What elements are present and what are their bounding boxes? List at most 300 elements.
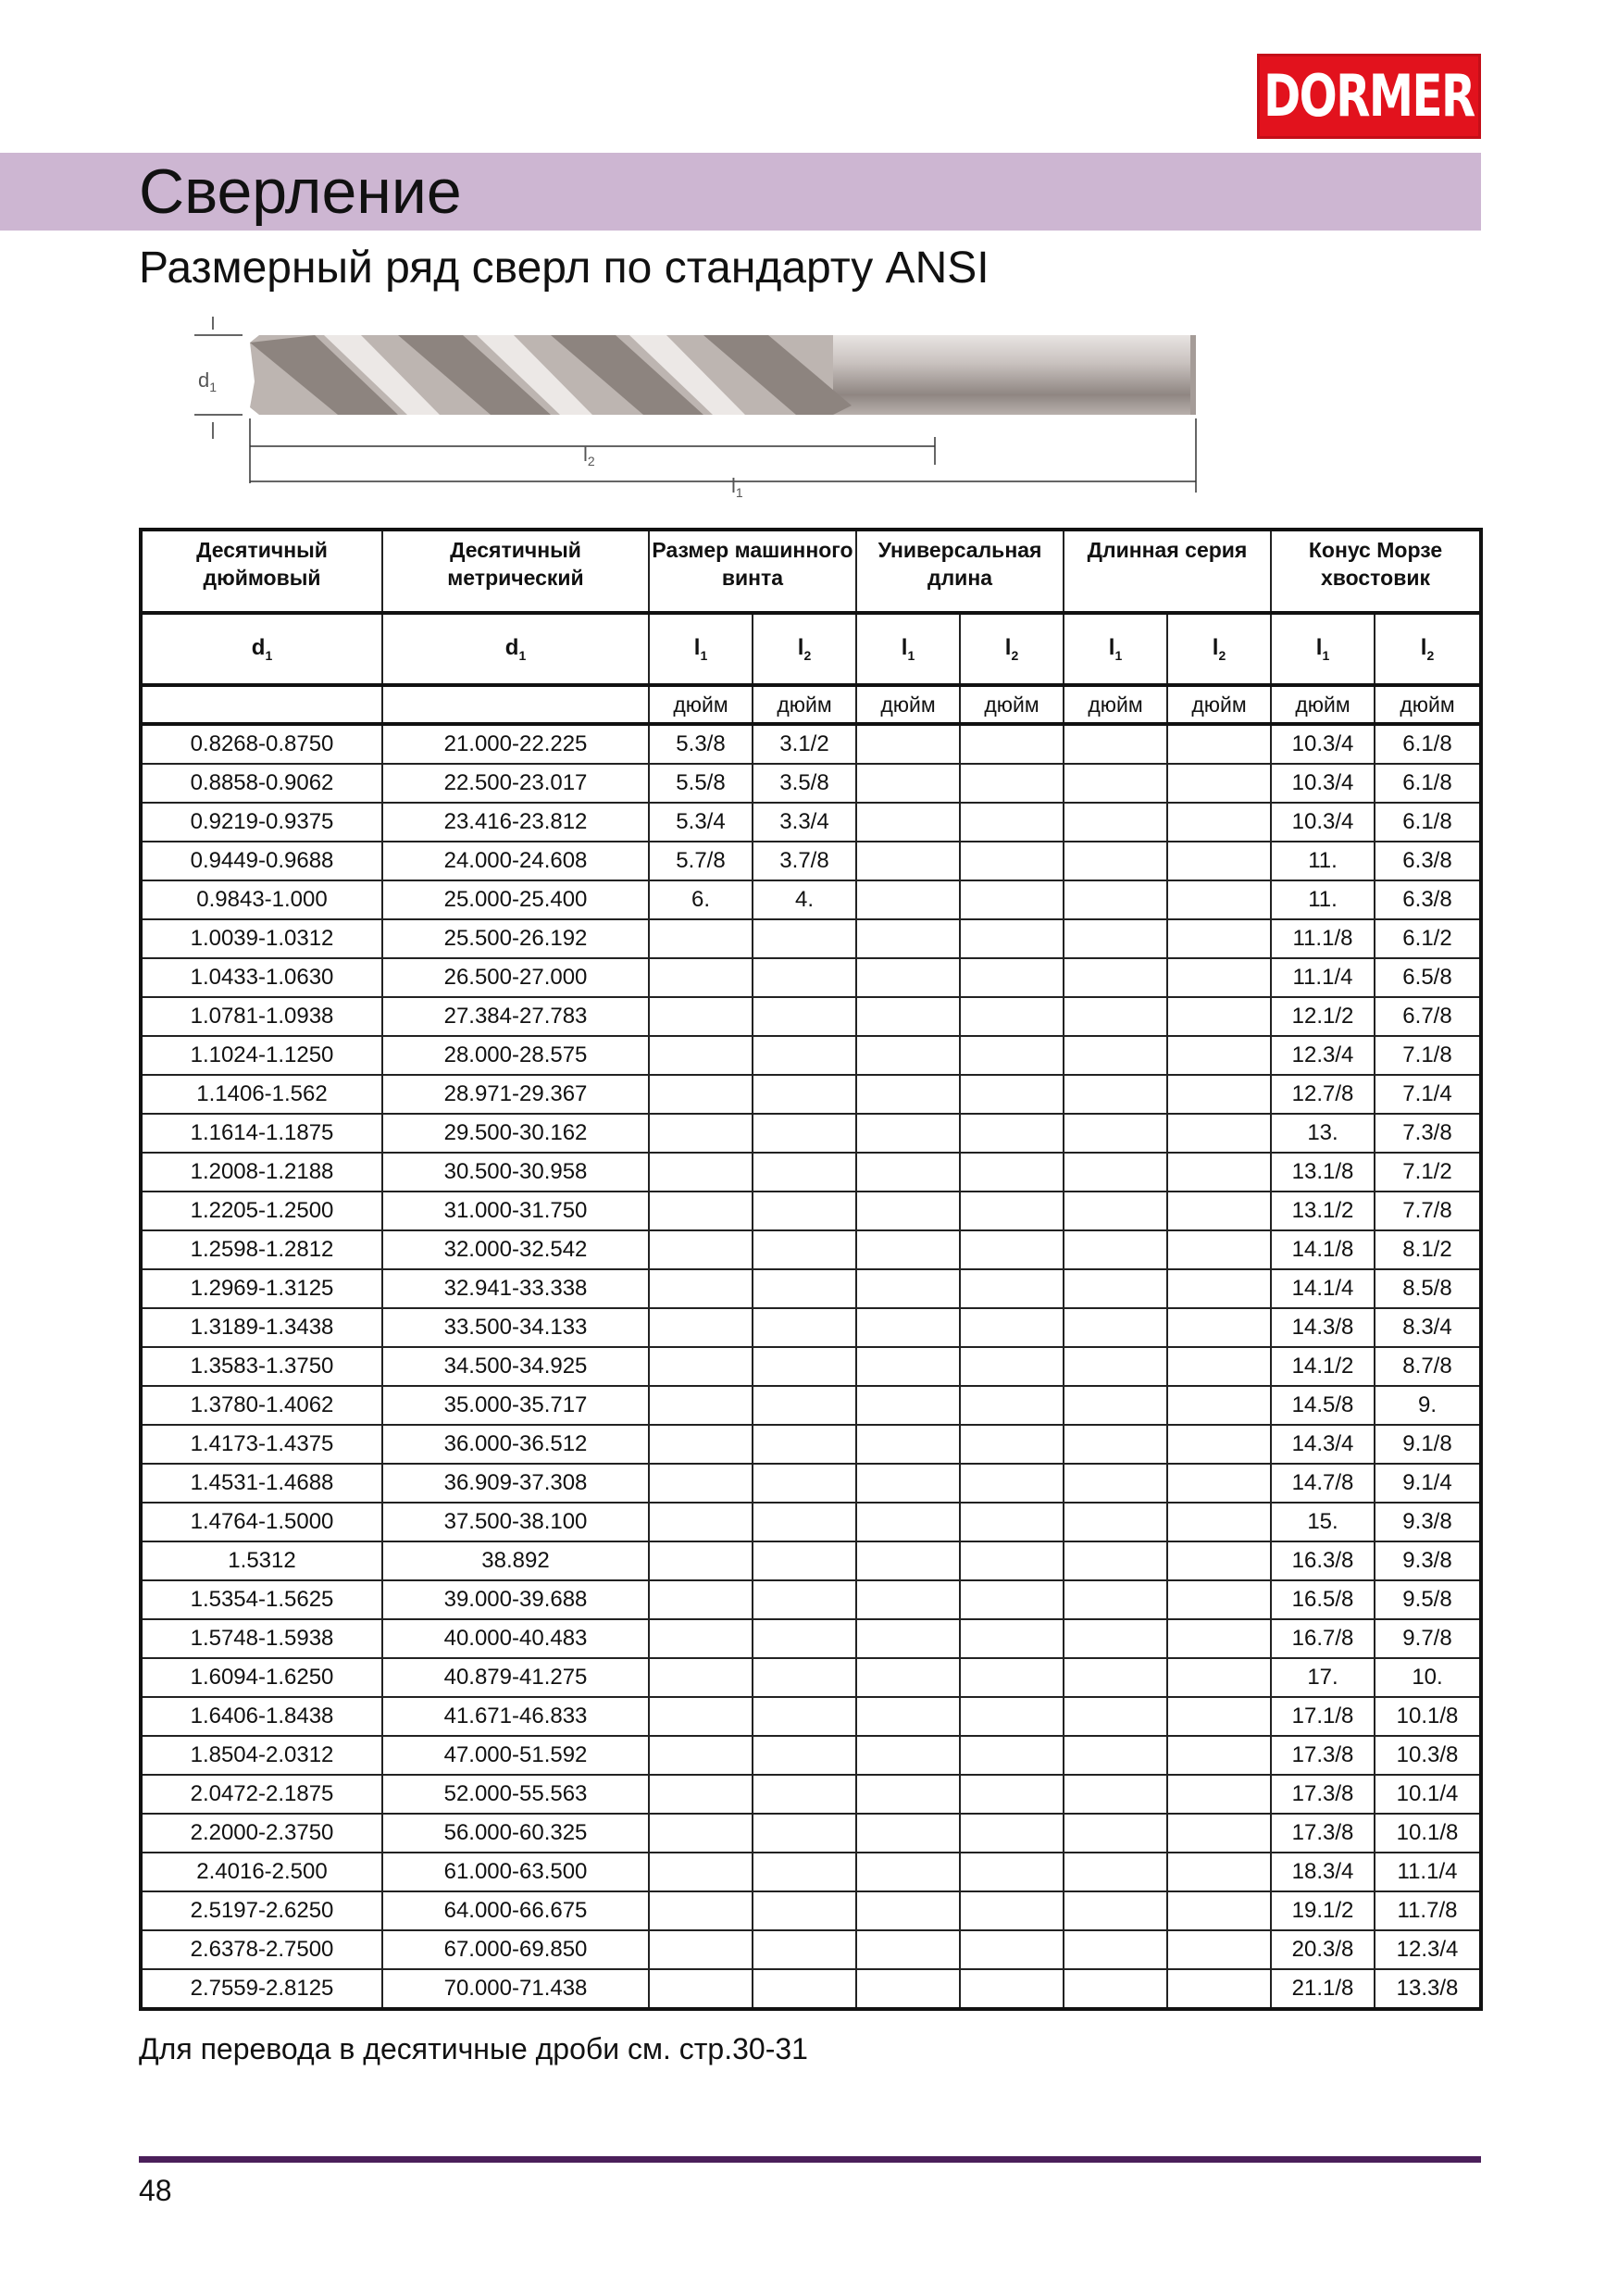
cell-screw-l2 [753,1425,856,1464]
cell-long-l1 [1064,958,1167,997]
cell-jobber-l1 [856,1192,960,1230]
header-morse-taper: Конус Морзе хвостовик [1271,530,1481,613]
cell-screw-l2 [753,1580,856,1619]
cell-morse-l2: 6.1/8 [1375,764,1481,803]
cell-jobber-l2 [960,997,1064,1036]
cell-screw-l2 [753,1230,856,1269]
cell-morse-l2: 6.3/8 [1375,842,1481,880]
cell-screw-l1 [649,1036,753,1075]
symbol-l1: $l_1$ [1271,613,1375,685]
cell-screw-l1: 5.7/8 [649,842,753,880]
cell-screw-l2: 4. [753,880,856,919]
table-row [141,1503,1481,1541]
cell-morse-l2: 8.5/8 [1375,1269,1481,1308]
cell-decimal-metric: 32.000-32.542 [382,1230,649,1269]
cell-jobber-l1 [856,1153,960,1192]
cell-morse-l2: 9.5/8 [1375,1580,1481,1619]
cell-jobber-l1 [856,1658,960,1697]
cell-morse-l2: 9.7/8 [1375,1619,1481,1658]
cell-long-l2 [1167,1153,1271,1192]
cell-morse-l1: 11.1/4 [1271,958,1375,997]
cell-jobber-l1 [856,1814,960,1853]
cell-morse-l2: 7.7/8 [1375,1192,1481,1230]
cell-screw-l1 [649,1075,753,1114]
cell-screw-l2 [753,1658,856,1697]
cell-long-l1 [1064,1814,1167,1853]
cell-jobber-l2 [960,1736,1064,1775]
cell-decimal-metric: 35.000-35.717 [382,1386,649,1425]
cell-screw-l2 [753,1891,856,1930]
table-row [141,1658,1481,1697]
table-row [141,1891,1481,1930]
cell-decimal-inch: 1.2598-1.2812 [141,1230,382,1269]
cell-jobber-l2 [960,1114,1064,1153]
cell-morse-l2: 7.1/8 [1375,1036,1481,1075]
cell-long-l1 [1064,1386,1167,1425]
cell-long-l1 [1064,1192,1167,1230]
cell-jobber-l1 [856,1425,960,1464]
table-row [141,1425,1481,1464]
cell-screw-l2 [753,1930,856,1969]
cell-decimal-metric: 30.500-30.958 [382,1153,649,1192]
drill-label-d1: $d_1$ [198,368,218,394]
unit-cell: дюйм [1271,685,1375,724]
cell-jobber-l1 [856,1969,960,2009]
cell-jobber-l2 [960,1230,1064,1269]
cell-long-l2 [1167,842,1271,880]
cell-morse-l2: 6.3/8 [1375,880,1481,919]
cell-jobber-l1 [856,803,960,842]
cell-jobber-l2 [960,1269,1064,1308]
cell-screw-l1 [649,1425,753,1464]
cell-long-l2 [1167,1308,1271,1347]
cell-decimal-inch: 1.8504-2.0312 [141,1736,382,1775]
cell-long-l2 [1167,1464,1271,1503]
table-row [141,1814,1481,1853]
cell-long-l2 [1167,1814,1271,1853]
cell-decimal-inch: 1.5312 [141,1541,382,1580]
cell-morse-l2: 8.3/4 [1375,1308,1481,1347]
cell-decimal-metric: 26.500-27.000 [382,958,649,997]
cell-long-l1 [1064,1230,1167,1269]
symbol-l2: $l_2$ [960,613,1064,685]
cell-morse-l2: 10. [1375,1658,1481,1697]
table-row [141,1153,1481,1192]
cell-screw-l2 [753,1541,856,1580]
drill-drawing [185,298,1213,497]
cell-morse-l2: 10.1/4 [1375,1775,1481,1814]
drill-shank [833,335,1194,415]
cell-long-l2 [1167,1503,1271,1541]
cell-decimal-inch: 1.0433-1.0630 [141,958,382,997]
cell-screw-l1: 5.5/8 [649,764,753,803]
cell-long-l1 [1064,1075,1167,1114]
cell-morse-l1: 12.1/2 [1271,997,1375,1036]
cell-long-l2 [1167,1658,1271,1697]
cell-decimal-inch: 2.4016-2.500 [141,1853,382,1891]
cell-morse-l2: 11.7/8 [1375,1891,1481,1930]
cell-decimal-inch: 0.9449-0.9688 [141,842,382,880]
logo-text: DORMER [1263,62,1475,130]
cell-morse-l2: 8.1/2 [1375,1230,1481,1269]
cell-morse-l1: 13.1/8 [1271,1153,1375,1192]
cell-jobber-l1 [856,724,960,764]
cell-jobber-l1 [856,958,960,997]
cell-screw-l2 [753,1075,856,1114]
cell-long-l1 [1064,880,1167,919]
cell-long-l1 [1064,1930,1167,1969]
table-row [141,1192,1481,1230]
cell-long-l1 [1064,1464,1167,1503]
cell-morse-l2: 6.7/8 [1375,997,1481,1036]
cell-jobber-l1 [856,1541,960,1580]
cell-long-l1 [1064,1891,1167,1930]
cell-morse-l2: 12.3/4 [1375,1930,1481,1969]
table-row [141,1930,1481,1969]
cell-screw-l1 [649,1153,753,1192]
cell-decimal-metric: 28.971-29.367 [382,1075,649,1114]
cell-long-l2 [1167,997,1271,1036]
cell-screw-l1 [649,1891,753,1930]
cell-long-l2 [1167,764,1271,803]
cell-jobber-l2 [960,1153,1064,1192]
cell-morse-l2: 13.3/8 [1375,1969,1481,2009]
cell-morse-l1: 17. [1271,1658,1375,1697]
cell-jobber-l1 [856,1269,960,1308]
symbol-l1: $l_1$ [1064,613,1167,685]
cell-jobber-l1 [856,1075,960,1114]
symbol-d1: $d_1$ [141,613,382,685]
cell-screw-l1 [649,1503,753,1541]
cell-long-l1 [1064,1658,1167,1697]
cell-decimal-inch: 1.1024-1.1250 [141,1036,382,1075]
cell-screw-l2 [753,1386,856,1425]
cell-morse-l1: 17.3/8 [1271,1736,1375,1775]
cell-decimal-metric: 34.500-34.925 [382,1347,649,1386]
cell-decimal-metric: 25.500-26.192 [382,919,649,958]
table-row [141,803,1481,842]
cell-long-l1 [1064,1503,1167,1541]
drill-label-l2: $l_2$ [583,443,595,468]
cell-long-l2 [1167,1775,1271,1814]
cell-jobber-l2 [960,1541,1064,1580]
cell-long-l1 [1064,764,1167,803]
cell-screw-l2 [753,919,856,958]
table-row [141,1619,1481,1658]
cell-morse-l2: 6.1/2 [1375,919,1481,958]
cell-screw-l1 [649,1230,753,1269]
cell-screw-l2 [753,1269,856,1308]
cell-jobber-l2 [960,1891,1064,1930]
cell-jobber-l2 [960,1503,1064,1541]
cell-long-l2 [1167,1114,1271,1153]
table-row [141,1036,1481,1075]
cell-jobber-l1 [856,1114,960,1153]
cell-morse-l1: 17.3/8 [1271,1814,1375,1853]
cell-jobber-l2 [960,958,1064,997]
cell-jobber-l2 [960,842,1064,880]
table-row [141,997,1481,1036]
cell-decimal-inch: 2.0472-2.1875 [141,1775,382,1814]
cell-long-l1 [1064,1036,1167,1075]
header-decimal-inch: Десятичный дюймовый [141,530,382,613]
cell-jobber-l2 [960,1853,1064,1891]
cell-decimal-metric: 27.384-27.783 [382,997,649,1036]
cell-decimal-metric: 40.879-41.275 [382,1658,649,1697]
table-row [141,958,1481,997]
cell-screw-l1 [649,1814,753,1853]
cell-morse-l2: 6.1/8 [1375,724,1481,764]
cell-screw-l2: 3.1/2 [753,724,856,764]
cell-long-l2 [1167,1425,1271,1464]
cell-decimal-inch: 1.0039-1.0312 [141,919,382,958]
cell-decimal-inch: 2.5197-2.6250 [141,1891,382,1930]
page-number: 48 [139,2174,172,2207]
cell-decimal-inch: 1.4531-1.4688 [141,1464,382,1503]
cell-morse-l1: 14.1/2 [1271,1347,1375,1386]
cell-morse-l1: 14.3/4 [1271,1425,1375,1464]
cell-decimal-inch: 1.0781-1.0938 [141,997,382,1036]
table-row [141,1697,1481,1736]
cell-decimal-metric: 52.000-55.563 [382,1775,649,1814]
cell-decimal-metric: 25.000-25.400 [382,880,649,919]
cell-decimal-metric: 24.000-24.608 [382,842,649,880]
cell-screw-l2 [753,1697,856,1736]
cell-decimal-metric: 33.500-34.133 [382,1308,649,1347]
cell-morse-l1: 16.7/8 [1271,1619,1375,1658]
cell-morse-l1: 12.7/8 [1271,1075,1375,1114]
cell-decimal-inch: 1.2969-1.3125 [141,1269,382,1308]
cell-jobber-l1 [856,1503,960,1541]
unit-cell: дюйм [1375,685,1481,724]
table-row [141,1775,1481,1814]
cell-long-l1 [1064,1969,1167,2009]
cell-morse-l1: 13.1/2 [1271,1192,1375,1230]
cell-long-l2 [1167,1969,1271,2009]
cell-decimal-inch: 1.3583-1.3750 [141,1347,382,1386]
table-row [141,724,1481,764]
cell-decimal-metric: 36.909-37.308 [382,1464,649,1503]
cell-morse-l1: 14.1/8 [1271,1230,1375,1269]
cell-screw-l2: 3.5/8 [753,764,856,803]
cell-jobber-l1 [856,1697,960,1736]
cell-long-l2 [1167,1192,1271,1230]
dormer-logo [1257,54,1481,139]
cell-long-l2 [1167,803,1271,842]
cell-jobber-l2 [960,880,1064,919]
table-row [141,1347,1481,1386]
cell-jobber-l1 [856,1891,960,1930]
cell-screw-l2 [753,1736,856,1775]
symbol-header-row [141,613,1481,685]
cell-screw-l1 [649,1697,753,1736]
cell-screw-l1 [649,1192,753,1230]
table-row [141,1308,1481,1347]
cell-screw-l1 [649,1347,753,1386]
cell-decimal-metric: 28.000-28.575 [382,1036,649,1075]
unit-cell: дюйм [1064,685,1167,724]
cell-jobber-l1 [856,764,960,803]
cell-screw-l1 [649,1464,753,1503]
cell-morse-l1: 21.1/8 [1271,1969,1375,2009]
table-row [141,880,1481,919]
table-row [141,764,1481,803]
cell-decimal-metric: 38.892 [382,1541,649,1580]
cell-jobber-l1 [856,1736,960,1775]
unit-cell: дюйм [649,685,753,724]
cell-morse-l1: 10.3/4 [1271,803,1375,842]
cell-screw-l1 [649,1930,753,1969]
cell-screw-l1 [649,958,753,997]
cell-long-l2 [1167,1891,1271,1930]
cell-decimal-inch: 0.8268-0.8750 [141,724,382,764]
cell-long-l1 [1064,1425,1167,1464]
cell-screw-l1 [649,1541,753,1580]
cell-long-l1 [1064,1114,1167,1153]
symbol-l2: $l_2$ [1375,613,1481,685]
cell-morse-l2: 7.1/4 [1375,1075,1481,1114]
page-title: Сверление [139,156,462,227]
cell-jobber-l2 [960,1075,1064,1114]
cell-morse-l2: 9.1/8 [1375,1425,1481,1464]
cell-morse-l1: 14.3/8 [1271,1308,1375,1347]
symbol-l1: $l_1$ [649,613,753,685]
cell-decimal-metric: 31.000-31.750 [382,1192,649,1230]
table-row [141,1736,1481,1775]
table-row [141,1075,1481,1114]
table-row [141,842,1481,880]
cell-jobber-l2 [960,1969,1064,2009]
cell-decimal-metric: 36.000-36.512 [382,1425,649,1464]
cell-long-l1 [1064,1541,1167,1580]
cell-jobber-l1 [856,1347,960,1386]
cell-morse-l1: 16.5/8 [1271,1580,1375,1619]
cell-jobber-l2 [960,1580,1064,1619]
cell-screw-l2 [753,1308,856,1347]
cell-decimal-inch: 2.7559-2.8125 [141,1969,382,2009]
cell-morse-l2: 10.1/8 [1375,1697,1481,1736]
cell-jobber-l1 [856,1853,960,1891]
cell-jobber-l2 [960,1930,1064,1969]
cell-screw-l1 [649,1580,753,1619]
symbol-d1: $d_1$ [382,613,649,685]
cell-long-l1 [1064,1697,1167,1736]
cell-jobber-l1 [856,1580,960,1619]
drill-size-table [139,528,1483,2011]
unit-cell: дюйм [856,685,960,724]
conversion-note: Для перевода в десятичные дроби см. стр.30-31 [139,2032,808,2065]
cell-screw-l2 [753,1347,856,1386]
cell-screw-l2 [753,1192,856,1230]
cell-jobber-l1 [856,1464,960,1503]
unit-cell-empty [141,685,382,724]
cell-decimal-inch: 2.2000-2.3750 [141,1814,382,1853]
cell-decimal-inch: 2.6378-2.7500 [141,1930,382,1969]
cell-screw-l1 [649,1386,753,1425]
cell-morse-l2: 6.5/8 [1375,958,1481,997]
cell-jobber-l1 [856,1619,960,1658]
cell-morse-l1: 13. [1271,1114,1375,1153]
drill-label-l1: $l_1$ [731,474,743,497]
cell-screw-l1 [649,1114,753,1153]
cell-decimal-inch: 1.4764-1.5000 [141,1503,382,1541]
header-screw-machine: Размер машинного винта [649,530,856,613]
unit-cell-empty [382,685,649,724]
cell-morse-l2: 6.1/8 [1375,803,1481,842]
cell-jobber-l2 [960,803,1064,842]
cell-jobber-l1 [856,1386,960,1425]
cell-decimal-inch: 1.3780-1.4062 [141,1386,382,1425]
cell-long-l1 [1064,919,1167,958]
cell-screw-l2 [753,1814,856,1853]
header-decimal-metric: Десятичный метрический [382,530,649,613]
page-subtitle: Размерный ряд сверл по стандарту ANSI [139,243,989,293]
cell-morse-l2: 7.1/2 [1375,1153,1481,1192]
cell-long-l1 [1064,1269,1167,1308]
cell-decimal-inch: 0.9843-1.000 [141,880,382,919]
cell-jobber-l2 [960,1814,1064,1853]
cell-morse-l1: 11. [1271,880,1375,919]
cell-decimal-inch: 0.8858-0.9062 [141,764,382,803]
cell-screw-l1 [649,1269,753,1308]
cell-jobber-l2 [960,1697,1064,1736]
cell-long-l1 [1064,1580,1167,1619]
cell-morse-l2: 9.3/8 [1375,1503,1481,1541]
header-jobber-length: Универсальная длина [856,530,1064,613]
cell-morse-l1: 11.1/8 [1271,919,1375,958]
cell-decimal-metric: 41.671-46.833 [382,1697,649,1736]
cell-long-l1 [1064,1775,1167,1814]
unit-cell: дюйм [960,685,1064,724]
cell-screw-l1 [649,1308,753,1347]
cell-screw-l2: 3.3/4 [753,803,856,842]
cell-morse-l1: 18.3/4 [1271,1853,1375,1891]
cell-long-l1 [1064,1153,1167,1192]
cell-morse-l2: 7.3/8 [1375,1114,1481,1153]
cell-long-l1 [1064,1619,1167,1658]
table-row [141,1464,1481,1503]
cell-screw-l1 [649,1969,753,2009]
cell-screw-l1 [649,1736,753,1775]
cell-long-l2 [1167,1075,1271,1114]
table-row [141,1541,1481,1580]
cell-morse-l1: 15. [1271,1503,1375,1541]
cell-decimal-inch: 0.9219-0.9375 [141,803,382,842]
footer-divider [139,2156,1481,2163]
table-row [141,1580,1481,1619]
cell-screw-l1: 5.3/4 [649,803,753,842]
cell-decimal-inch: 1.5748-1.5938 [141,1619,382,1658]
unit-header-row [141,685,1481,724]
symbol-l1: $l_1$ [856,613,960,685]
table-row [141,1853,1481,1891]
cell-long-l2 [1167,919,1271,958]
cell-jobber-l2 [960,1658,1064,1697]
cell-screw-l1: 5.3/8 [649,724,753,764]
cell-long-l1 [1064,724,1167,764]
cell-long-l2 [1167,1736,1271,1775]
cell-decimal-inch: 1.6406-1.8438 [141,1697,382,1736]
cell-jobber-l1 [856,1036,960,1075]
cell-screw-l2 [753,1775,856,1814]
cell-morse-l2: 10.1/8 [1375,1814,1481,1853]
cell-screw-l2 [753,1619,856,1658]
cell-morse-l1: 14.5/8 [1271,1386,1375,1425]
unit-cell: дюйм [1167,685,1271,724]
table-row [141,1230,1481,1269]
cell-long-l1 [1064,1308,1167,1347]
cell-jobber-l2 [960,1036,1064,1075]
